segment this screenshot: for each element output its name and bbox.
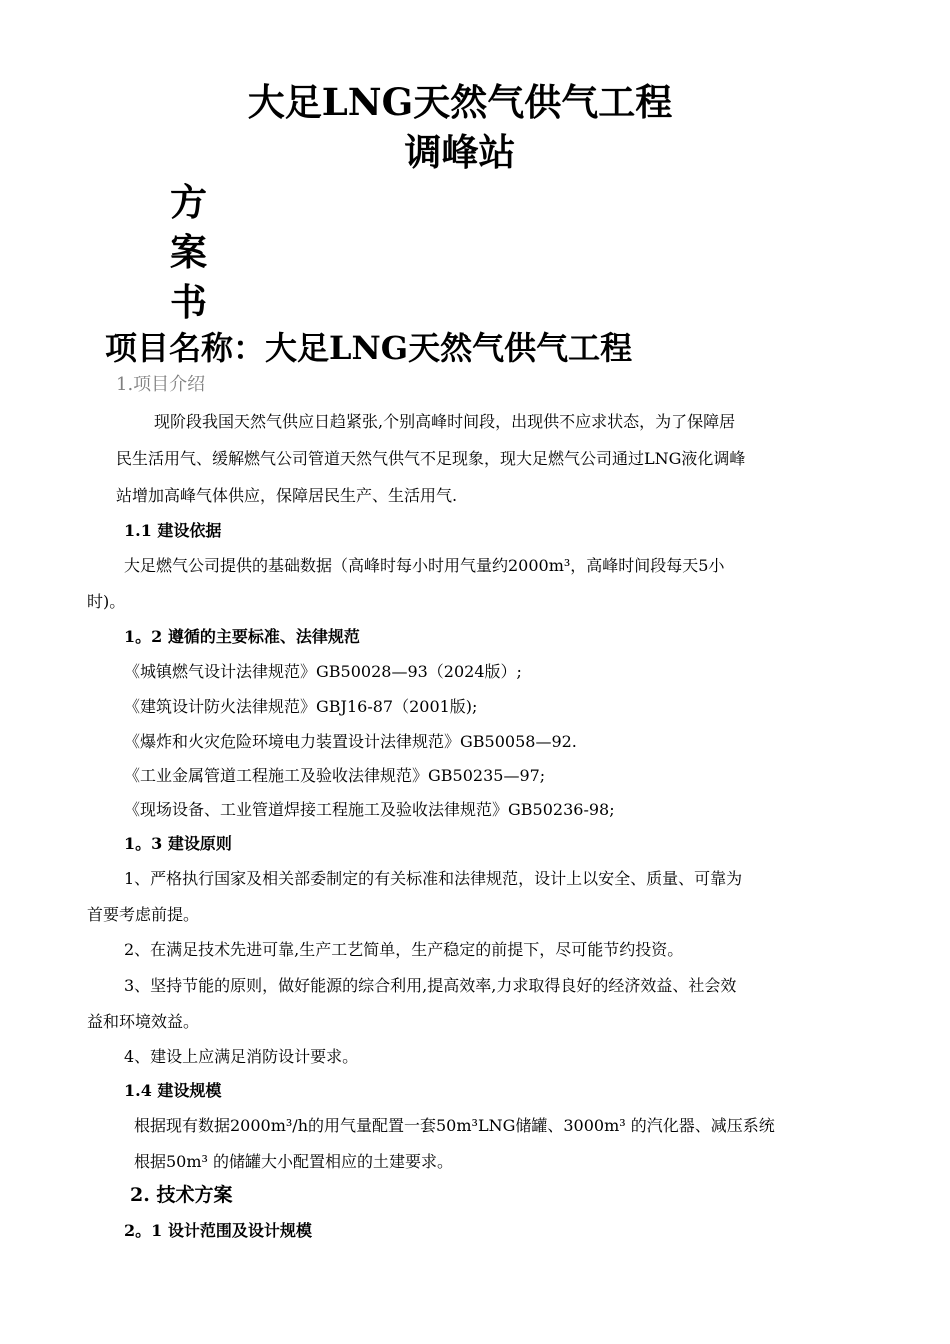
intro-line: 站增加高峰气体供应，保障居民生产、生活用气.: [116, 486, 458, 505]
principle-line: 1、严格执行国家及相关部委制定的有关标准和法律规范，设计上以安全、质量、可靠为: [124, 869, 743, 888]
section-heading-1: 1.项目介绍: [116, 374, 206, 395]
standard-item: 《建筑设计防火法律规范》GBJ16-87（2001版);: [124, 697, 478, 716]
project-name: 项目名称：大足LNG天然气供气工程: [105, 329, 633, 367]
standard-item: 《爆炸和火灾危险环境电力装置设计法律规范》GB50058—92.: [124, 732, 577, 751]
doc-title-vertical-char: 书: [170, 280, 207, 324]
doc-title-line2: 调峰站: [404, 130, 516, 174]
basis-line: 大足燃气公司提供的基础数据（高峰时每小时用气量约2000m³，高峰时间段每天5小: [124, 556, 725, 575]
section-heading-1-3: 1。3 建设原则: [124, 834, 232, 853]
principle-line: 3、坚持节能的原则，做好能源的综合利用,提高效率,力求取得良好的经济效益、社会效: [124, 976, 737, 995]
section-heading-2-1: 2。1 设计范围及设计规模: [124, 1221, 312, 1240]
principle-line: 4、建设上应满足消防设计要求。: [124, 1047, 359, 1066]
doc-title-line1: 大足LNG天然气供气工程: [247, 80, 673, 124]
section-heading-2: 2. 技术方案: [130, 1184, 233, 1206]
principle-line: 益和环境效益。: [87, 1012, 200, 1031]
doc-title-vertical-char: 方: [170, 180, 207, 224]
principle-line: 首要考虑前提。: [87, 905, 200, 924]
scale-line: 根据50m³ 的储罐大小配置相应的土建要求。: [134, 1152, 454, 1171]
section-heading-1-4: 1.4 建设规模: [124, 1081, 222, 1100]
scale-line: 根据现有数据2000m³/h的用气量配置一套50m³LNG储罐、3000m³ 的汽化器、减压系统: [134, 1116, 775, 1135]
doc-title-vertical-char: 案: [170, 230, 207, 274]
intro-line: 现阶段我国天然气供应日趋紧张,个别高峰时间段，出现供不应求状态，为了保障居: [154, 412, 736, 431]
standard-item: 《城镇燃气设计法律规范》GB50028—93（2024版）;: [124, 662, 522, 681]
standard-item: 《现场设备、工业管道焊接工程施工及验收法律规范》GB50236-98;: [124, 800, 615, 819]
basis-line: 时)。: [87, 592, 126, 611]
section-heading-1-1: 1.1 建设依据: [124, 521, 222, 540]
standard-item: 《工业金属管道工程施工及验收法律规范》GB50235—97;: [124, 766, 546, 785]
section-heading-1-2: 1。2 遵循的主要标准、法律规范: [124, 627, 360, 646]
intro-line: 民生活用气、缓解燃气公司管道天然气供气不足现象，现大足燃气公司通过LNG液化调峰: [116, 449, 746, 468]
principle-line: 2、在满足技术先进可靠,生产工艺简单，生产稳定的前提下，尽可能节约投资。: [124, 940, 684, 959]
